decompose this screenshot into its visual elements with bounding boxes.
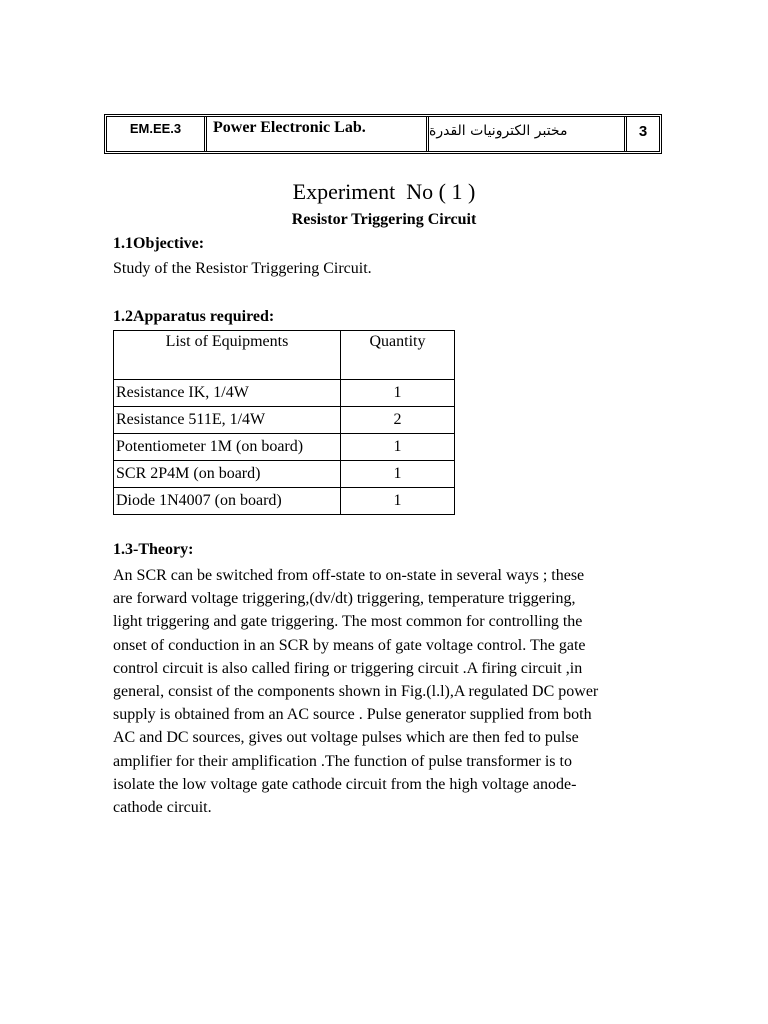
page-header (104, 114, 662, 154)
equipment-quantity: 1 (341, 380, 455, 407)
equipment-name: Resistance 511E, 1/4W (114, 407, 341, 434)
theory-line: isolate the low voltage gate cathode circuit from the high voltage anode- (113, 775, 577, 793)
table-row (114, 488, 455, 515)
lab-name-arabic: مختبر الكترونيات القدرة (429, 117, 627, 151)
theory-line: onset of conduction in an SCR by means of gate voltage control. The gate (113, 636, 586, 654)
theory-heading: 1.3-Theory: (113, 541, 194, 558)
apparatus-heading: 1.2Apparatus required: (113, 308, 275, 325)
table-row (114, 434, 455, 461)
equipment-quantity: 1 (341, 434, 455, 461)
experiment-title: Experiment No ( 1 ) (292, 179, 476, 204)
equipment-name: SCR 2P4M (on board) (114, 461, 341, 488)
page-number: 3 (638, 123, 648, 140)
equipment-name: Potentiometer 1M (on board) (114, 434, 341, 461)
equipment-name: Diode 1N4007 (on board) (114, 488, 341, 515)
theory-line: control circuit is also called firing or triggering circuit .A firing circuit ,in (113, 659, 583, 677)
equipment-quantity: 1 (341, 488, 455, 515)
table-row (114, 461, 455, 488)
lab-name-english: Power Electronic Lab. (207, 117, 429, 151)
experiment-subtitle: Resistor Triggering Circuit (291, 211, 477, 228)
theory-line: are forward voltage triggering,(dv/dt) triggering, temperature triggering, (113, 590, 576, 608)
table-row (114, 407, 455, 434)
theory-text (113, 564, 653, 819)
equipment-quantity: 2 (341, 407, 455, 434)
table-header-row (114, 331, 455, 380)
course-code: EM.EE.3 (107, 117, 207, 151)
equipment-name: Resistance IK, 1/4W (114, 380, 341, 407)
theory-line: amplifier for their amplification .The function of pulse transformer is to (113, 752, 572, 770)
table-row (114, 380, 455, 407)
theory-line: general, consist of the components shown in Fig.(l.l),A regulated DC power (113, 683, 599, 701)
theory-line: AC and DC sources, gives out voltage pulses which are then fed to pulse (113, 729, 579, 747)
column-header-quantity: Quantity (341, 331, 455, 380)
theory-line: light triggering and gate triggering. The most common for controlling the (113, 613, 583, 631)
objective-text: Study of the Resistor Triggering Circuit. (113, 260, 372, 277)
column-header-equipment: List of Equipments (114, 331, 341, 380)
theory-line: cathode circuit. (113, 799, 212, 817)
equipment-quantity: 1 (341, 461, 455, 488)
theory-line: supply is obtained from an AC source . Pulse generator supplied from both (113, 706, 592, 724)
theory-line: An SCR can be switched from off-state to on-state in several ways ; these (113, 567, 585, 584)
objective-heading: 1.1Objective: (113, 235, 205, 252)
equipment-table (113, 330, 455, 515)
